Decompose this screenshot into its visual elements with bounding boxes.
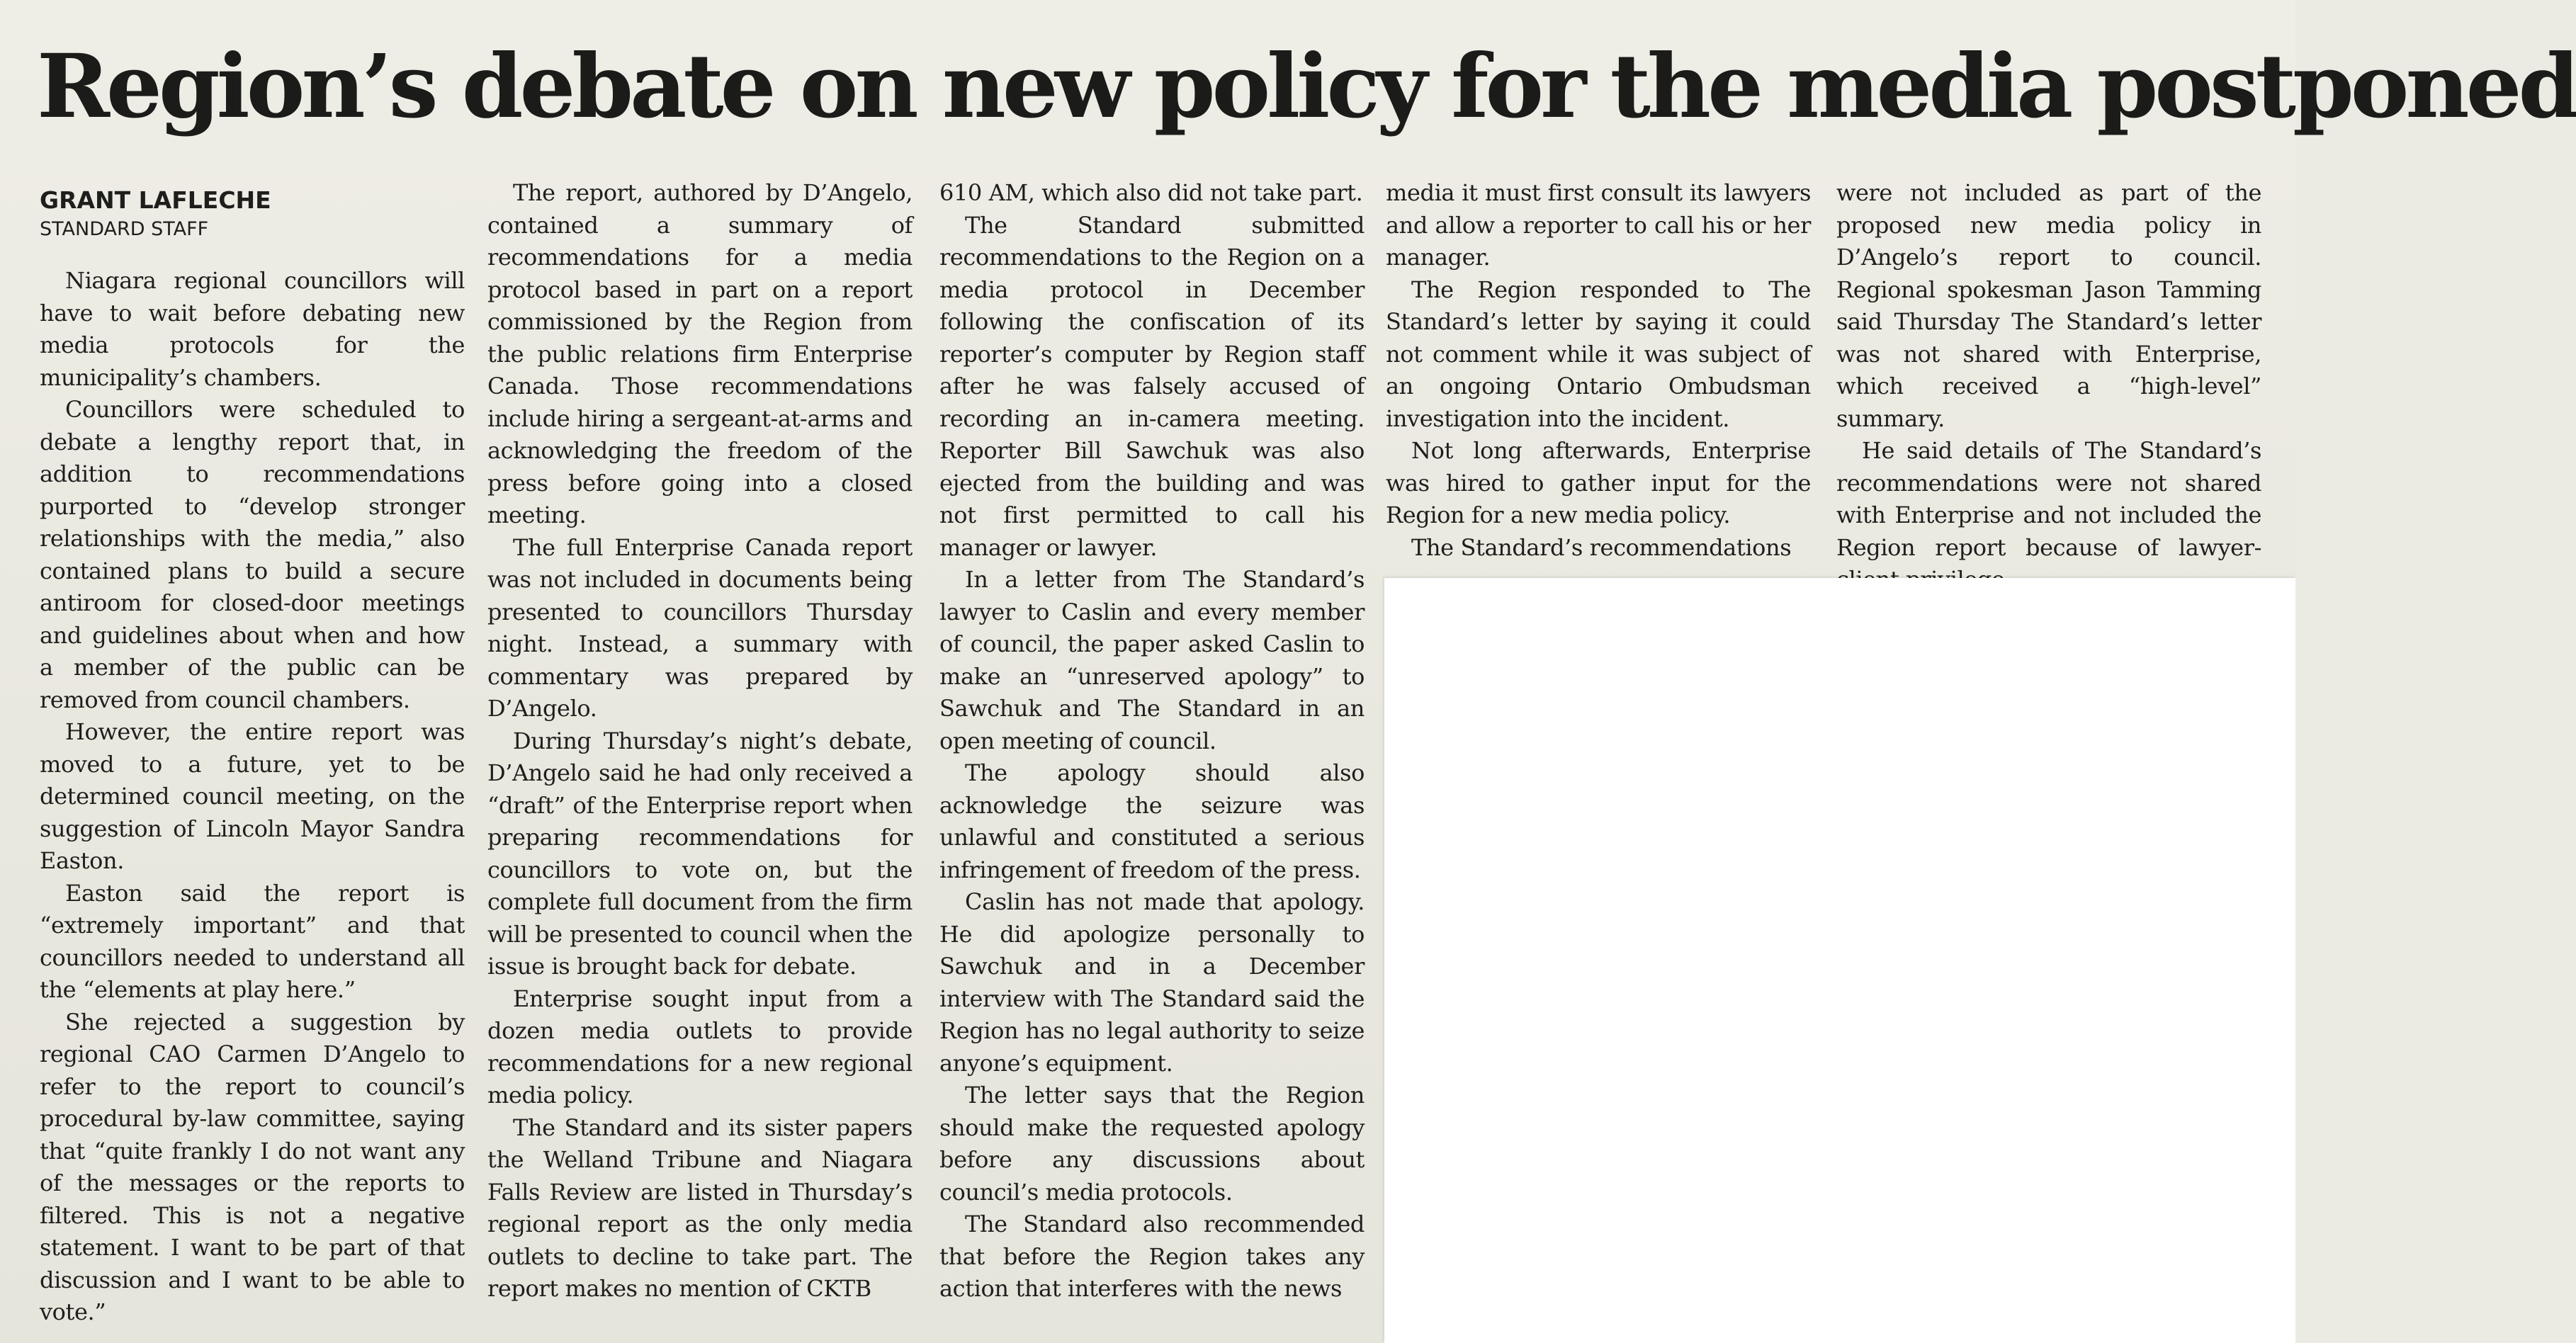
article-column-3 — [939, 177, 1365, 1305]
paragraph: The report, authored by D’Angelo, contained a summary of recommendations for a media protocol based in part on a report commissioned by the Region from the public relations firm Enterprise Canada. Those recommendations include hiring a sergeant-at-arms and acknowledging the freedom of the press before going into a closed meeting. — [487, 179, 913, 528]
paragraph: Easton said the report is “extremely important” and that councillors needed to understand all the “elements at play here.” — [40, 879, 465, 1003]
paragraph: However, the entire report was moved to a future, yet to be determined council meeting, on the suggestion of Lincoln Mayor Sandra Easton. — [40, 718, 465, 874]
byline-author: GRANT LAFLECHE — [40, 186, 271, 214]
paragraph: The Standard and its sister papers the Welland Tribune and Niagara Falls Review are listed in Thursday’s regional report as the only media outlets to decline to take part. The report makes no mention of CKTB — [487, 1114, 913, 1302]
paragraph-continued: were not included as part of the proposed new media policy in D’Angelo’s report to council. Regional spokesman Jason Tamming said Thursday The Standard’s letter was not shared with Enterprise, which received a “high-level” summary. — [1836, 179, 2261, 432]
paragraph: The Standard’s recommendations — [1411, 533, 1792, 561]
paragraph: Caslin has not made that apology. He did apologize personally to Sawchuk and in a December interview with The Standard said the Region has no legal authority to seize anyone’s equipment. — [939, 888, 1365, 1077]
paragraph: He said details of The Standard’s recommendations were not shared with Enterprise and not included the Region report because of lawyer- — [1836, 437, 2261, 561]
paragraph-continued: 610 AM, which also did not take part. — [939, 179, 1363, 206]
article-column-5 — [1836, 177, 2261, 596]
paragraph: She rejected a suggestion by regional CAO Carmen D’Angelo to refer to the report to council’s procedural by-law committee, saying that “quite frankly I do not want any of the messages or the reports to filtered. This is not a negative statement. I want to be part of that discussion and I want to be able to vote.” — [40, 1008, 465, 1325]
paragraph: The Region responded to The Standard’s letter by saying it could not comment while it was subject of an ongoing Ontario Ombudsman investigation into the incident. — [1386, 276, 1811, 432]
paragraph-continued: media it must first consult its lawyers and allow a reporter to call his or her manager. — [1386, 179, 1811, 271]
byline-affiliation: STANDARD STAFF — [40, 218, 209, 240]
headline: Region’s debate on new policy for the media postponed — [37, 35, 2576, 138]
paragraph: The full Enterprise Canada report was not included in documents being presented to councillors Thursday night. Instead, a summary with commentary was prepared by D’Angelo. — [487, 533, 913, 722]
paragraph: In a letter from The Standard’s lawyer to Caslin and every member of council, the paper asked Caslin to make an “unreserved apology” to Sawchuk and The Standard in an open meeting of council. — [939, 566, 1365, 754]
paragraph: The Standard also recommended that before the Region takes any action that interferes with the news — [939, 1211, 1365, 1302]
article-column-2 — [487, 177, 913, 1305]
article-column-4 — [1386, 177, 1811, 564]
paragraph: The apology should also acknowledge the seizure was unlawful and constituted a serious infringement of freedom of the press. — [939, 759, 1365, 883]
paragraph: During Thursday’s night’s debate, D’Angelo said he had only received a “draft” of the Enterprise report when preparing recommendations for councillors to vote on, but the complete full document from the firm will be presented to council when the issue is brought back for debate. — [487, 727, 913, 980]
article-column-1 — [40, 177, 465, 1329]
paragraph: The Standard submitted recommendations to the Region on a media protocol in December following the confiscation of its reporter’s computer by Region staff after he was falsely accused of recording an in-camera meeting. Reporter Bill Sawchuk was also ejected from the building and was not first permitted to call his manager or lawyer. — [939, 211, 1365, 561]
paragraph: Councillors were scheduled to debate a lengthy report that, in addition to recommendations purported to “develop stronger relationships with the media,” also contained plans to build a secure antiroom for closed-door meetings and guidelines about when and how a member of the public can be removed from council chambers. — [40, 396, 465, 713]
blank-paper-patch — [1384, 578, 2295, 1343]
paragraph: Not long afterwards, Enterprise was hired to gather input for the Region for a new media policy. — [1386, 437, 1811, 528]
paragraph: Enterprise sought input from a dozen media outlets to provide recommendations for a new regional media policy. — [487, 985, 913, 1109]
paragraph: The letter says that the Region should make the requested apology before any discussions about council’s media protocols. — [939, 1082, 1365, 1206]
paragraph: Niagara regional councillors will have to wait before debating new media protocols for the municipality’s chambers. — [40, 267, 465, 391]
